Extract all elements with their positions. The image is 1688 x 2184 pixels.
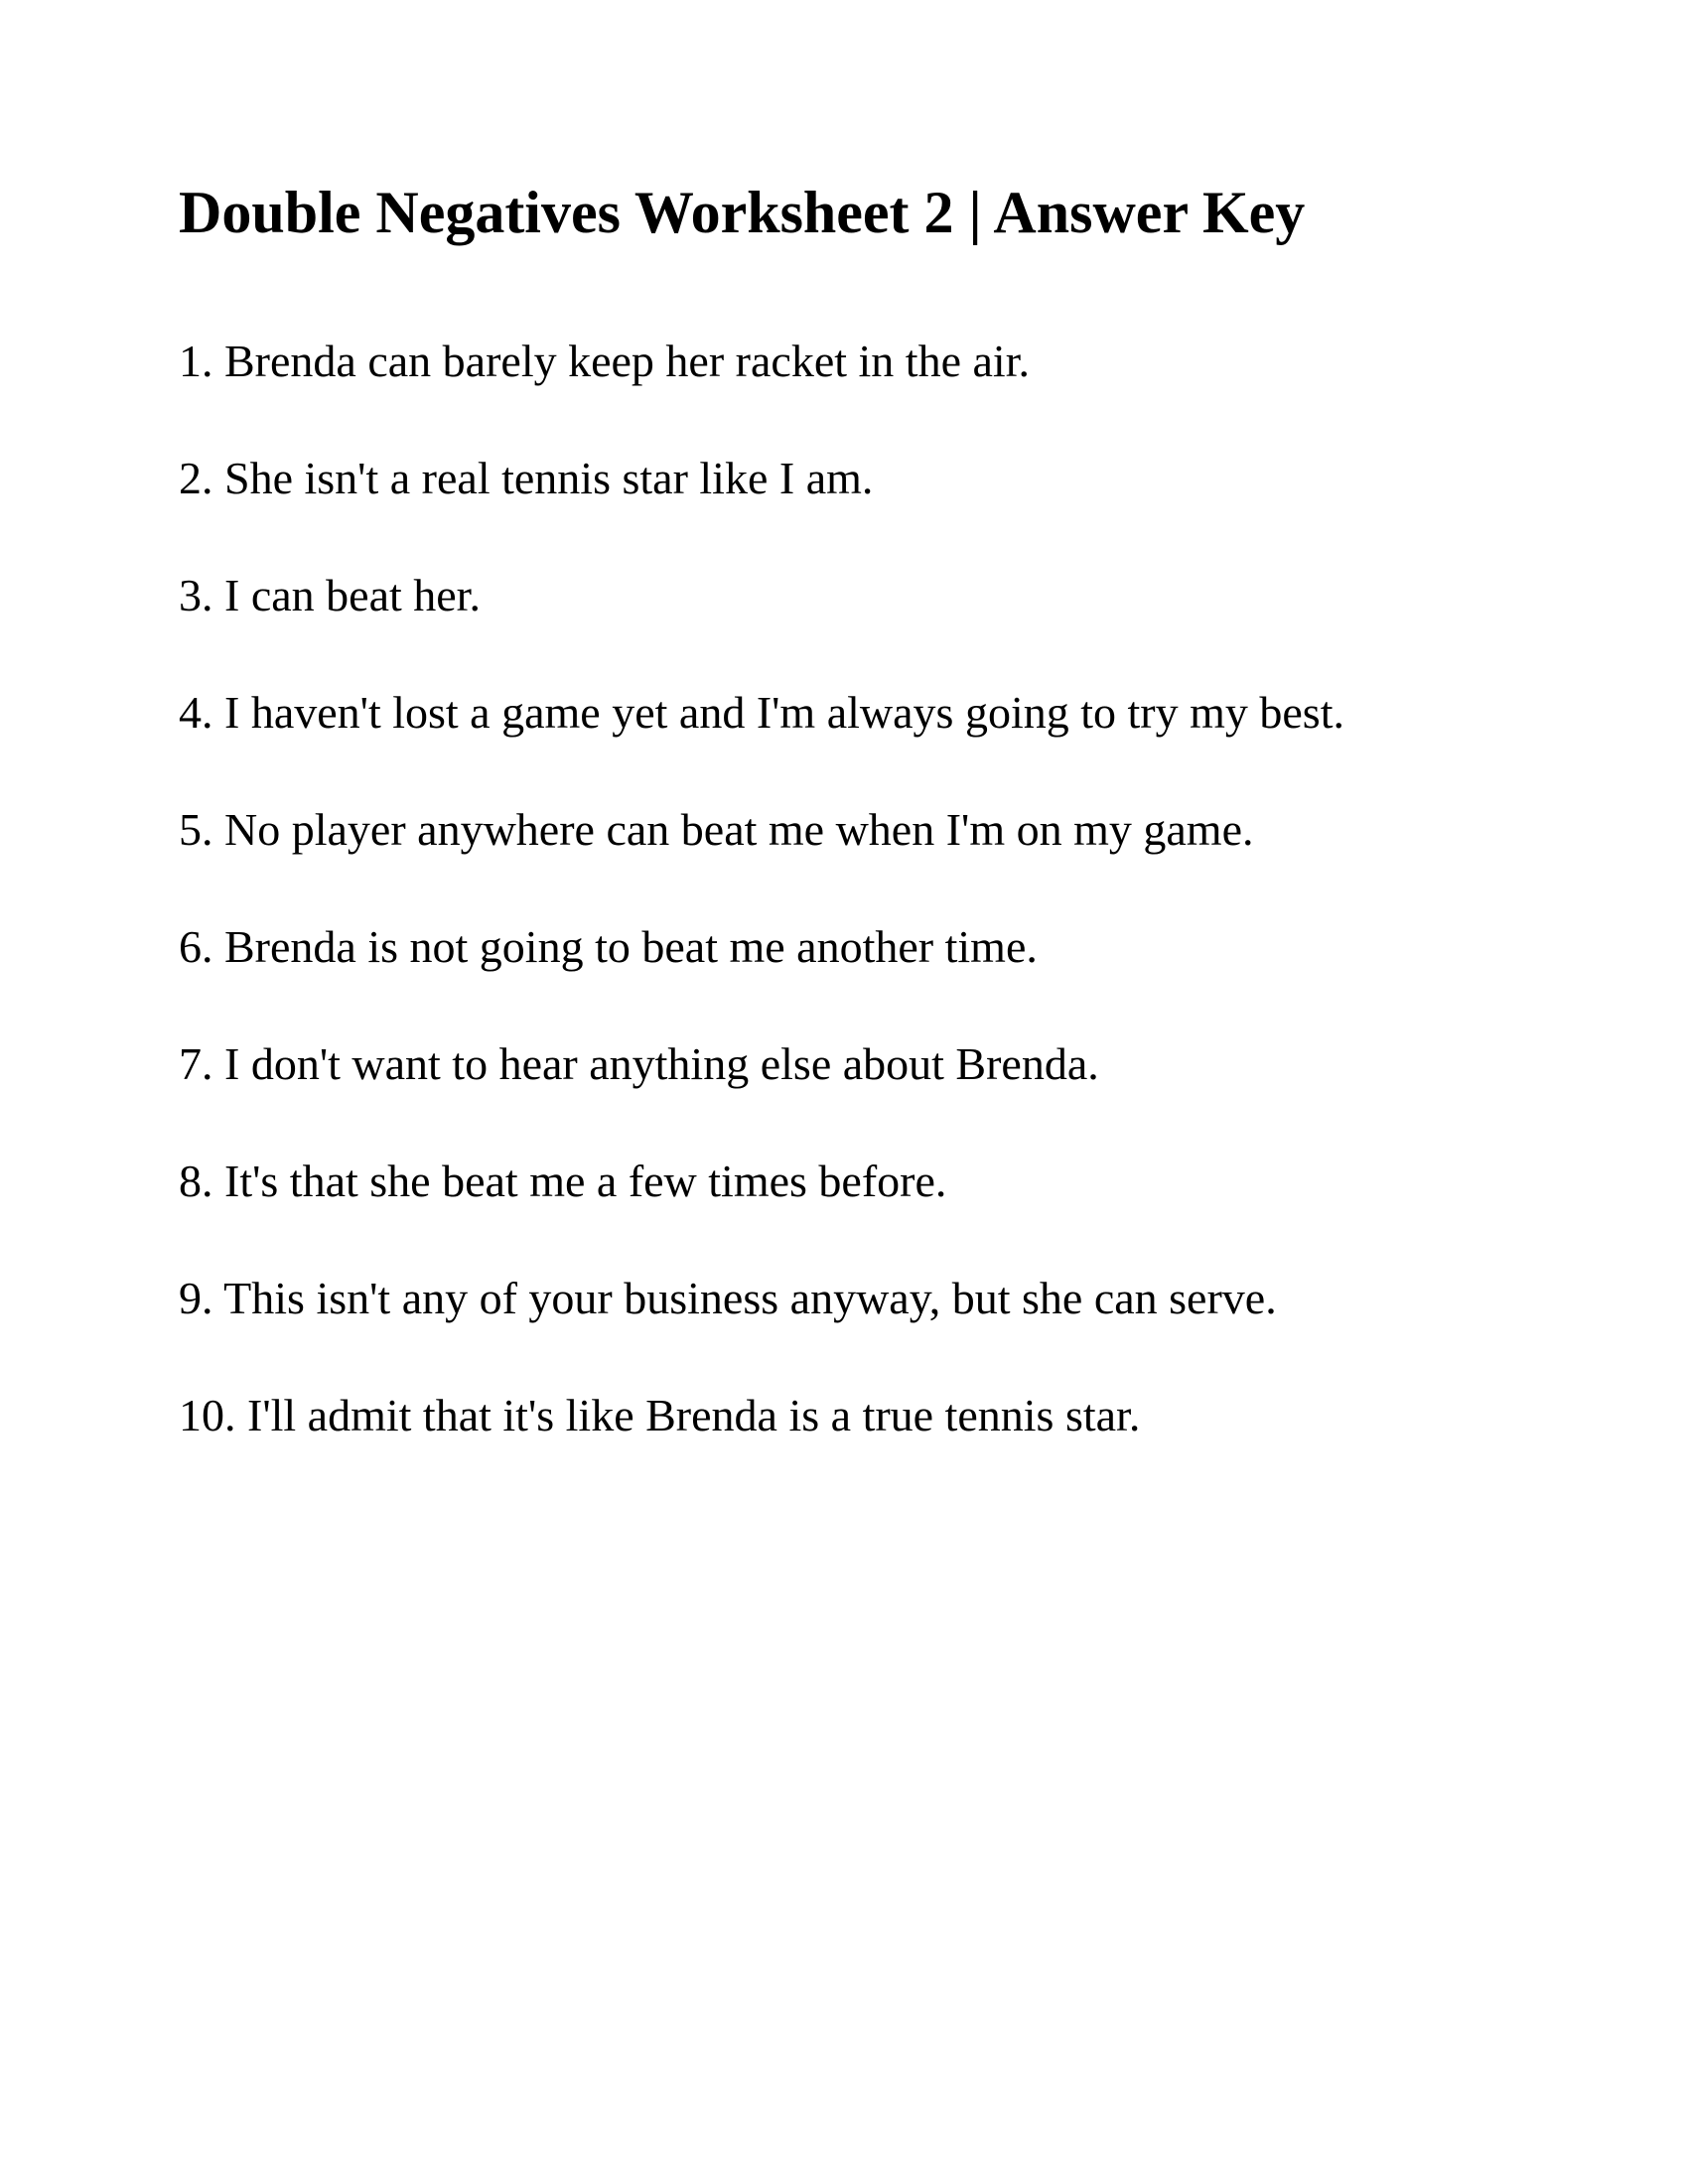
answer-item-5: 5. No player anywhere can beat me when I'm on my game.	[179, 804, 1254, 855]
answer-item-9: 9. This isn't any of your business anyway, but she can serve.	[179, 1273, 1277, 1323]
answer-list	[179, 334, 1344, 1505]
answer-item-3: 3. I can beat her.	[179, 570, 481, 620]
page-title: Double Negatives Worksheet 2 | Answer Key	[179, 180, 1306, 245]
answer-item-2: 2. She isn't a real tennis star like I am.	[179, 453, 874, 503]
answer-item-1: 1. Brenda can barely keep her racket in the air.	[179, 336, 1030, 386]
answer-item-10: 10. I'll admit that it's like Brenda is a true tennis star.	[179, 1390, 1141, 1440]
answer-item-4: 4. I haven't lost a game yet and I'm always going to try my best.	[179, 687, 1344, 738]
answer-item-7: 7. I don't want to hear anything else about Brenda.	[179, 1038, 1099, 1089]
answer-item-8: 8. It's that she beat me a few times before.	[179, 1156, 947, 1206]
answer-item-6: 6. Brenda is not going to beat me another time.	[179, 921, 1038, 972]
